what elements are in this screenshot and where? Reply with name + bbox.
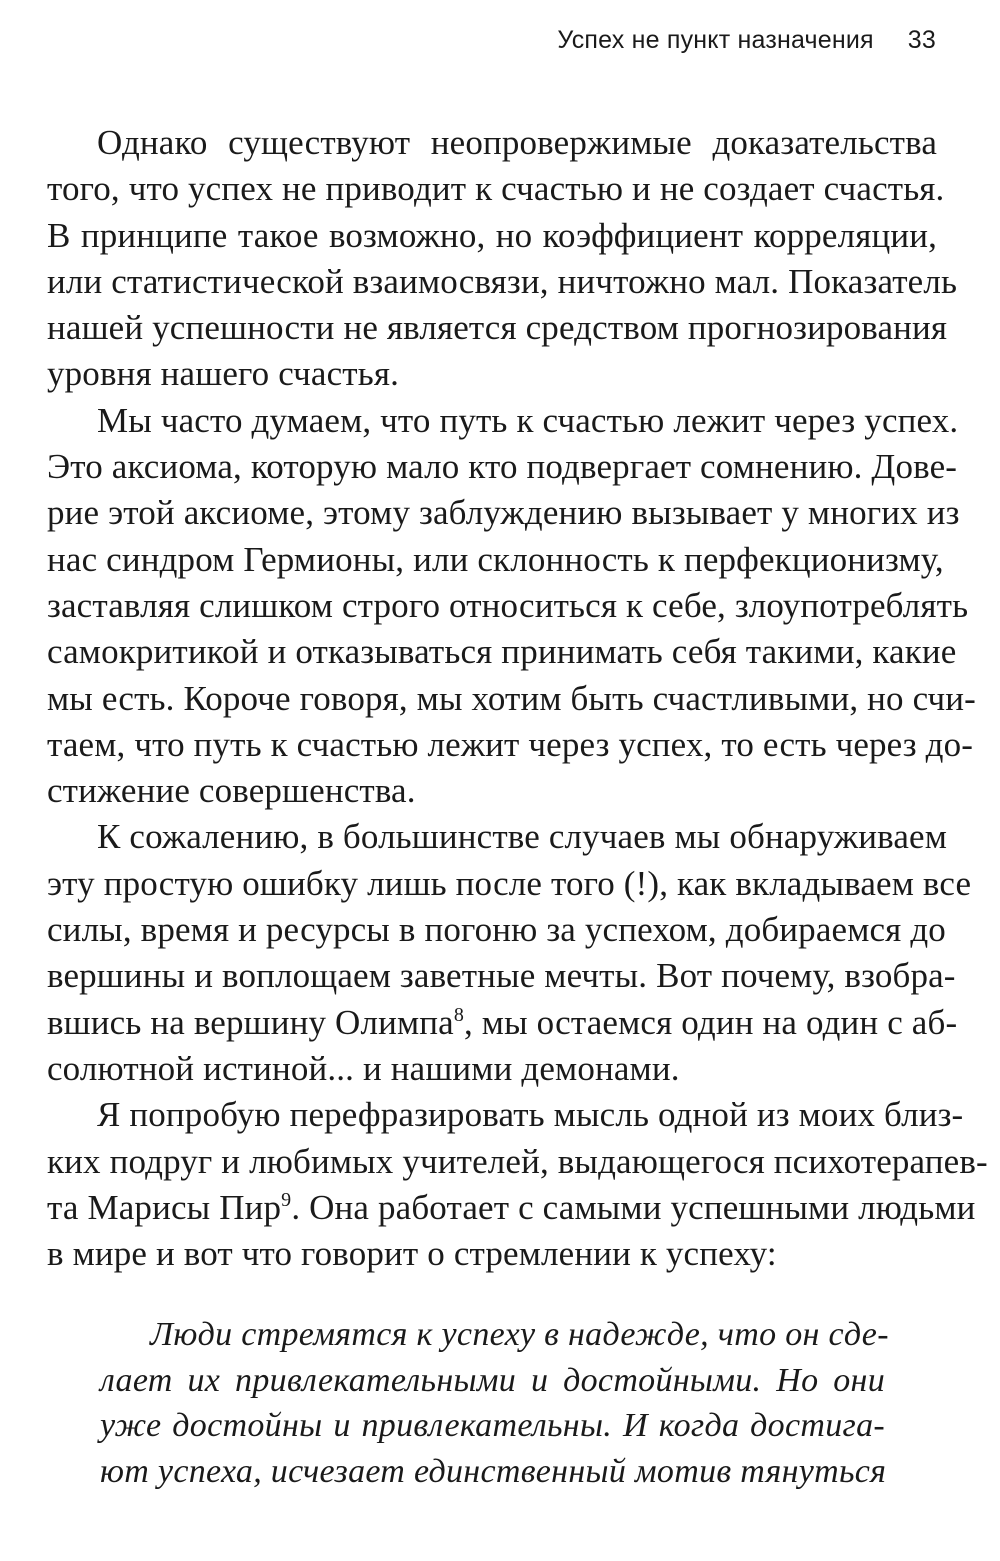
text-line	[47, 1185, 976, 1231]
quote-line: уже достойны и привлекательны. И когда достига-	[100, 1407, 885, 1444]
quote-line: Люди стремятся к успеху в надежде, что он сде-	[150, 1316, 889, 1353]
footnote-ref-8: 8	[453, 1003, 464, 1026]
text-fragment: . Она работает с самыми успешными людьми	[291, 1187, 976, 1227]
page-number: 33	[907, 26, 936, 54]
text-line: мы есть. Короче говоря, мы хотим быть счастливыми, но счи-	[47, 678, 976, 718]
text-line: вершины и воплощаем заветные мечты. Вот почему, взобра-	[47, 956, 956, 996]
text-line: таем, что путь к счастью лежит через успех, то есть через до-	[47, 724, 974, 764]
text-fragment: вшись на вершину Олимпа	[47, 1002, 454, 1042]
text-line: ких подруг и любимых учителей, выдающегося психотерапев-	[47, 1141, 988, 1181]
text-line: силы, время и ресурсы в погоню за успехом, добираемся до	[47, 910, 946, 950]
text-line: заставляя слишком строго относиться к себе, злоупотреблять	[47, 585, 969, 625]
text-line: солютной истиной... и нашими демонами.	[47, 1048, 680, 1088]
text-line: нашей успешности не является средством прогнозирования	[47, 308, 948, 348]
quote-line: лает их привлекательными и достойными. Но они	[100, 1361, 885, 1399]
text-line: стижение совершенства.	[47, 771, 416, 811]
text-line: Мы часто думаем, что путь к счастью лежит через успех.	[97, 400, 959, 440]
text-line: в мире и вот что говорит о стремлении к успеху:	[47, 1234, 777, 1274]
text-line	[47, 1000, 958, 1046]
text-fragment: та Марисы Пир	[47, 1187, 282, 1227]
text-fragment: , мы остаемся один на один с аб-	[463, 1002, 958, 1042]
text-line: нас синдром Гермионы, или склонность к перфекционизму,	[47, 539, 944, 579]
chapter-title: Успех не пункт назначения	[557, 26, 874, 54]
text-line: Это аксиома, которую мало кто подвергает сомнению. Дове-	[47, 447, 958, 487]
footnote-ref-9: 9	[281, 1188, 292, 1211]
text-line: эту простую ошибку лишь после того (!), как вкладываем все	[47, 863, 972, 903]
quote-line: ют успеха, исчезает единственный мотив тянуться	[100, 1452, 887, 1490]
text-line: уровня нашего счастья.	[47, 354, 400, 394]
text-line: рие этой аксиоме, этому заблуждению вызывает у многих из	[47, 493, 960, 533]
text-line: Я попробую перефразировать мысль одной из моих близ-	[97, 1095, 964, 1135]
text-line: Однако существуют неопровержимые доказательства	[97, 123, 937, 162]
text-line: К сожалению, в большинстве случаев мы обнаруживаем	[97, 817, 947, 857]
text-line: В принципе такое возможно, но коэффициент корреляции,	[47, 215, 937, 255]
running-header	[0, 26, 936, 55]
text-line: того, что успех не приводит к счастью и не создает счастья.	[47, 169, 945, 209]
block-quote	[100, 1312, 889, 1494]
text-line: самокритикой и отказываться принимать себя такими, какие	[47, 632, 957, 672]
text-line: или статистической взаимосвязи, ничтожно мал. Показатель	[47, 261, 958, 301]
body-text	[47, 120, 988, 1277]
